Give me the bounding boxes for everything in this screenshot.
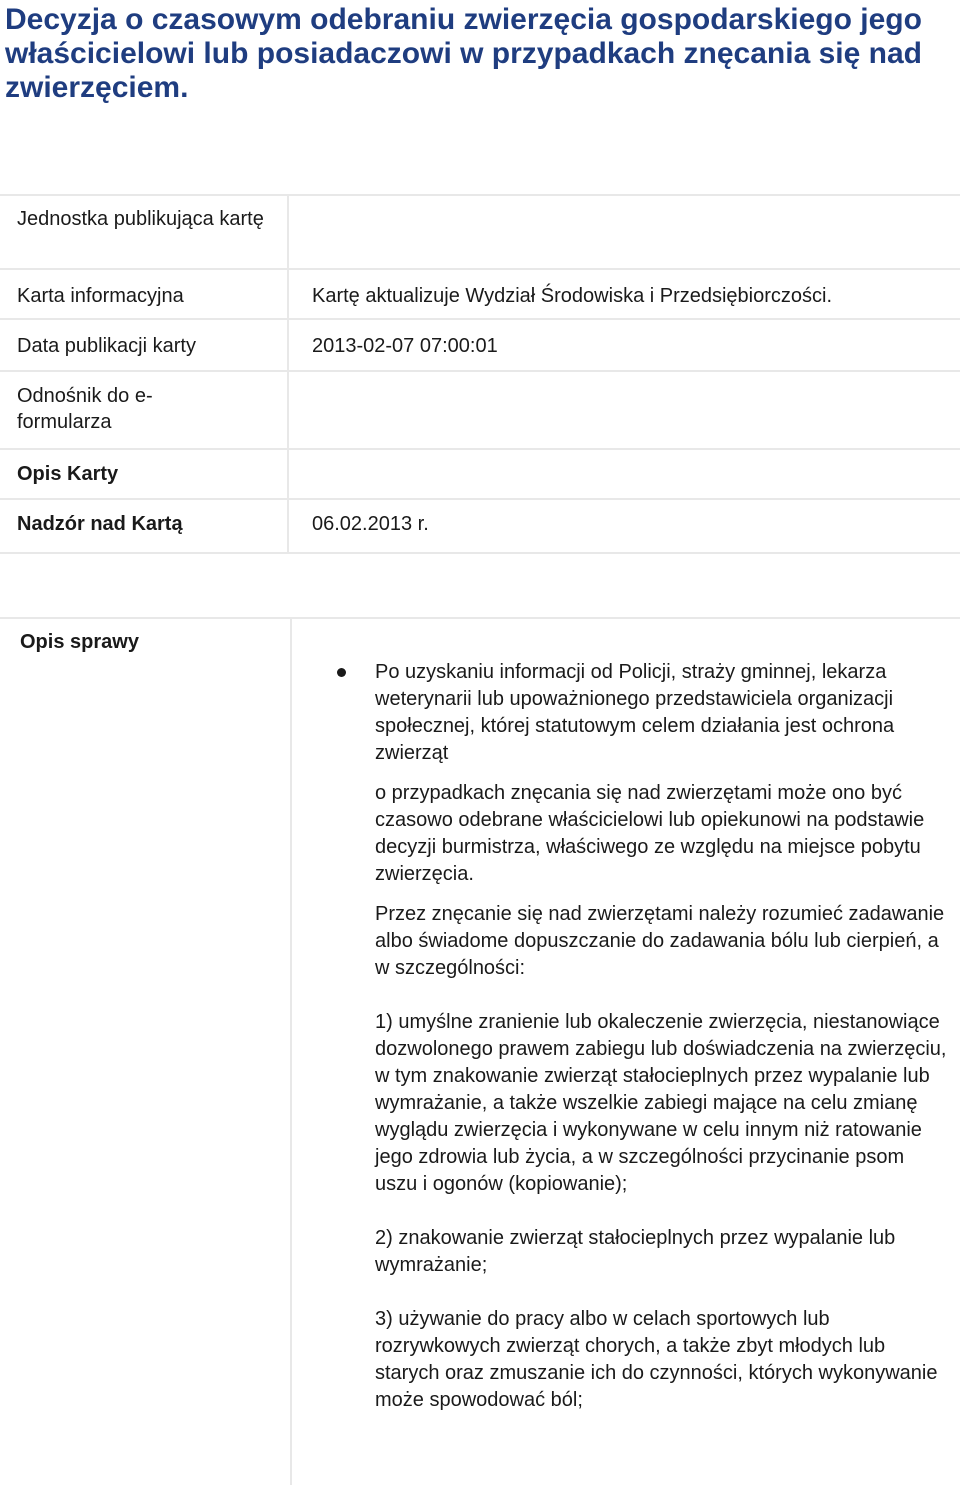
info-value: Kartę aktualizuje Wydział Środowiska i Przedsiębiorczości. <box>288 269 960 319</box>
eform-label: Odnośnik do e-formularza <box>0 371 288 449</box>
meta-row-date <box>0 319 960 371</box>
column-divider <box>290 619 292 1485</box>
date-label: Data publikacji karty <box>0 319 288 371</box>
numbered-item-2: 2) znakowanie zwierząt stałocieplnych przez wypalanie lub wymrażanie; <box>375 1227 896 1276</box>
date-value: 2013-02-07 07:00:01 <box>288 319 960 371</box>
unit-label: Jednostka publikująca kartę <box>0 195 288 269</box>
supervision-value: 06.02.2013 r. <box>288 499 960 553</box>
card-description-label: Opis Karty <box>0 449 288 499</box>
list-item <box>375 659 950 767</box>
meta-row-form <box>0 371 960 449</box>
card-description-value <box>288 449 960 499</box>
numbered-item-1: 1) umyślne zranienie lub okaleczenie zwierzęcia, niestanowiące dozwolonego prawem zabiegu lub doświadczenia na zwierzęciu, w tym znakowanie zwierząt stałocieplnych przez wypalanie lub wymrażanie, a także wszelkie zabiegi mające na celu zmianę wyglądu zwierzęcia i wykonywane w celu innym niż ratowanie jego zdrowia lub życia, a w szczególności przycinanie psom uszu i ogonów (kopiowanie); <box>375 1011 947 1195</box>
case-description-label: Opis sprawy <box>20 631 139 653</box>
card-metadata-table <box>0 194 960 554</box>
lead-text: Po uzyskaniu informacji od Policji, straży gminnej, lekarza weterynarii lub upoważnionego przedstawiciela organizacji społecznej, której statutowym celem działania jest ochrona zwierząt <box>375 661 895 764</box>
paragraph-definition: Przez znęcanie się nad zwierzętami należy rozumieć zadawanie albo świadome dopuszczanie do zadawania bólu lub cierpień, a w szczególności: <box>375 903 945 979</box>
eform-value <box>288 371 960 449</box>
unit-value <box>288 195 960 269</box>
meta-row-desc <box>0 449 960 499</box>
case-description-section <box>0 617 960 1487</box>
page-title: Decyzja o czasowym odebraniu zwierzęcia gospodarskiego jego właścicielowi lub posiadaczowi w przypadkach znęcania się nad zwierzęciem. <box>5 3 922 104</box>
bullet-icon <box>337 668 346 677</box>
meta-row-info <box>0 269 960 319</box>
case-description-body <box>375 659 950 1414</box>
numbered-item-3: 3) używanie do pracy albo w celach sportowych lub rozrywkowych zwierząt chorych, a także zbyt młodych lub starych oraz zmuszanie ich do czynności, których wykonywanie może spowodować ból; <box>375 1308 938 1411</box>
info-label: Karta informacyjna <box>0 269 288 319</box>
meta-row-supervision <box>0 499 960 553</box>
supervision-label: Nadzór nad Kartą <box>0 499 288 553</box>
meta-row-unit <box>0 195 960 269</box>
paragraph-seizure: o przypadkach znęcania się nad zwierzętami może ono być czasowo odebrane właścicielowi lub opiekunowi na podstawie decyzji burmistrza, właściwego ze względu na miejsce pobytu zwierzęcia. <box>375 782 925 885</box>
